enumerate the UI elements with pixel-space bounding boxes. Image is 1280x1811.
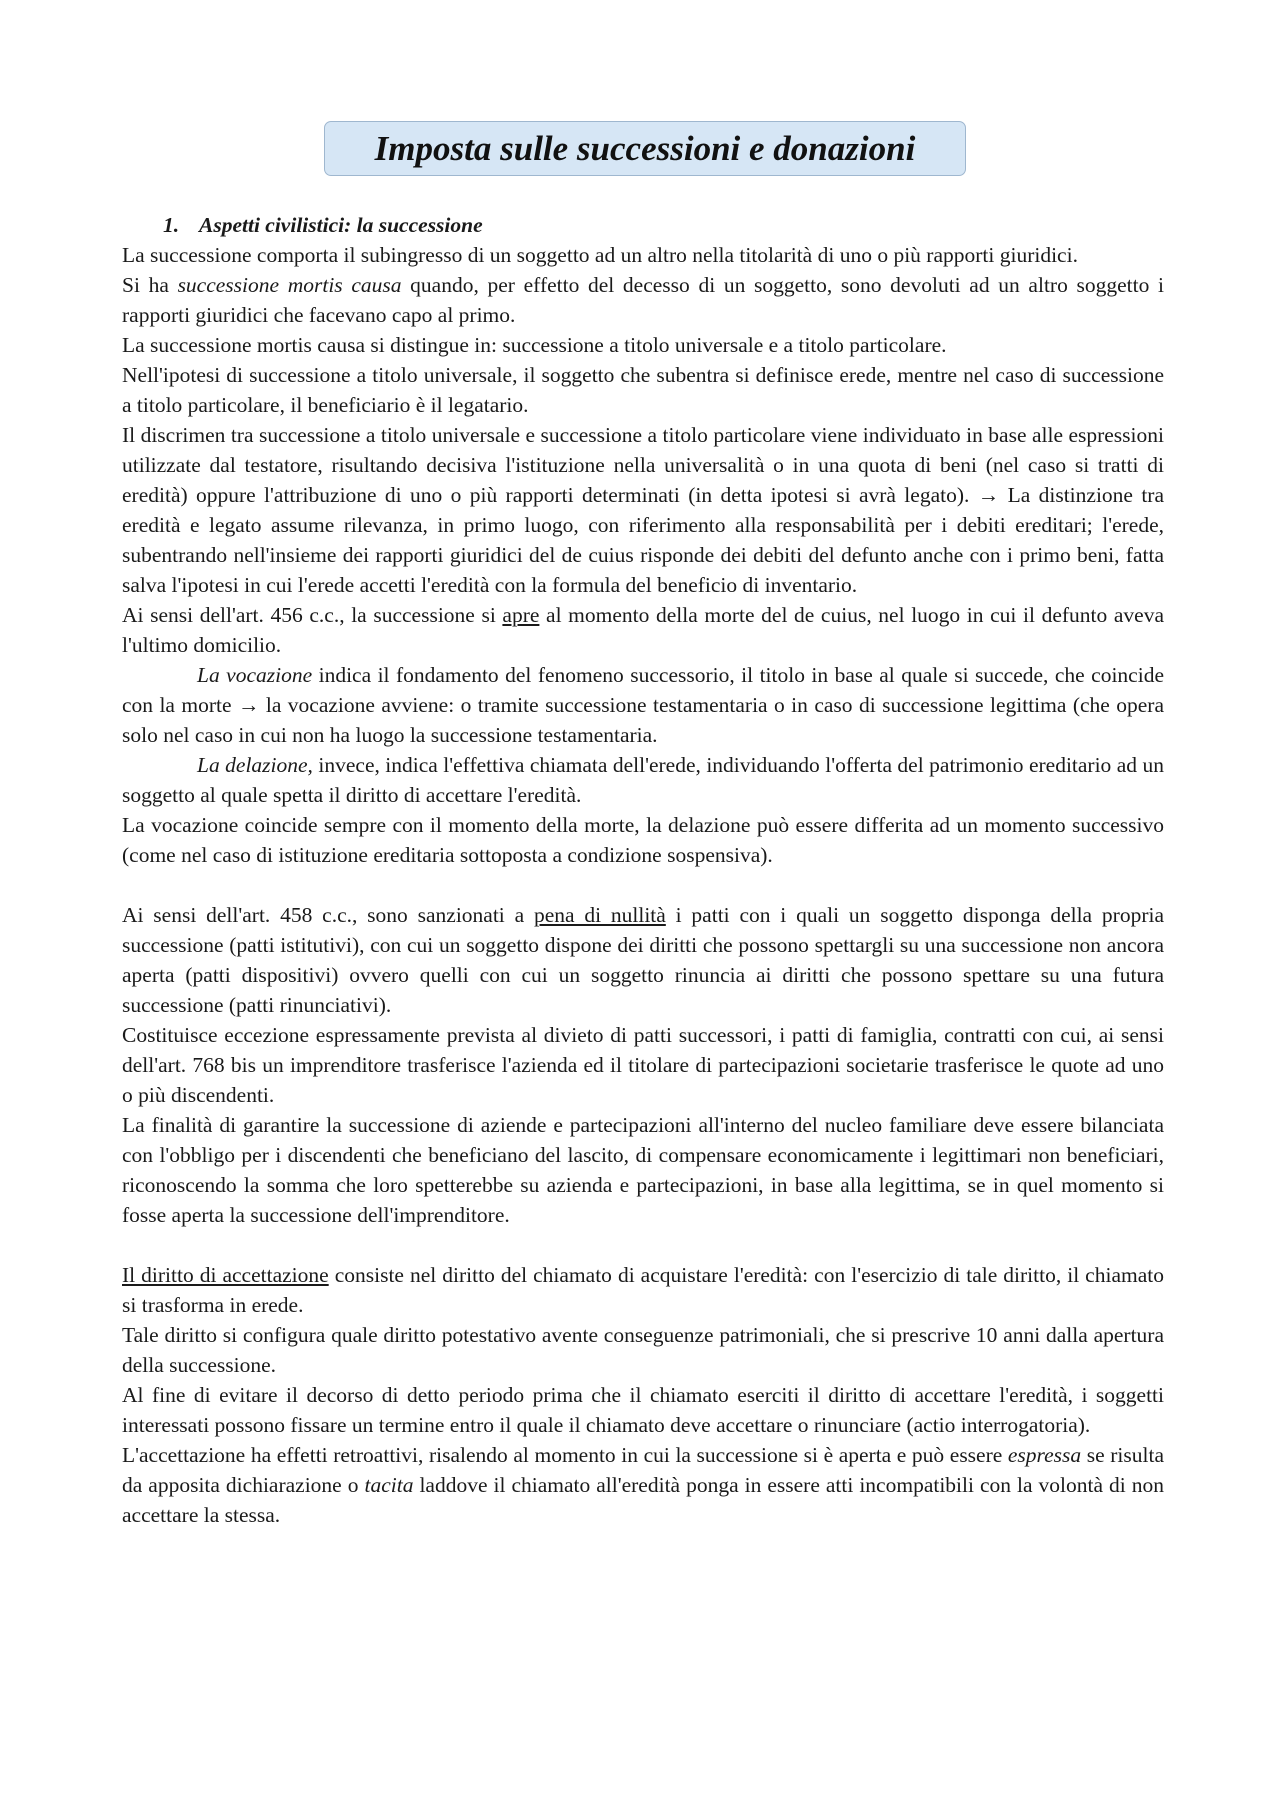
paragraph-text: L'accettazione ha effetti retroattivi, risalendo al momento in cui la successione si è aperta e può essere [122,1443,1008,1467]
paragraph [122,600,1164,660]
paragraph-text: Tale diritto si configura quale diritto potestativo avente conseguenze patrimoniali, che si prescrive 10 anni dalla apertura della successione. [122,1323,1164,1377]
paragraph-text: La vocazione coincide sempre con il momento della morte, la delazione può essere differita ad un momento successivo (come nel caso di istituzione ereditaria sottoposta a condizione sospensiva). [122,813,1164,867]
italic-term: La delazione, [197,753,313,777]
paragraph [122,1440,1164,1530]
underlined-term: pena di nullità [533,903,666,927]
paragraph [122,900,1164,1020]
italic-term: La vocazione [197,663,313,687]
paragraph [122,660,1164,750]
section-number: 1. [163,213,180,237]
underlined-term: Il diritto di accettazione [122,1263,329,1287]
paragraph [122,750,1164,810]
paragraph-text: quando, per effetto del decesso di un soggetto, sono devoluti ad un altro soggetto i rapporti giuridici che facevano capo al primo. [122,273,1164,327]
paragraph [122,1260,1164,1320]
paragraph-text: La finalità di garantire la successione di aziende e partecipazioni all'interno del nucleo familiare deve essere bilanciata con l'obbligo per i discendenti che beneficiano del lascito, di compensare economicamente i legittimari non beneficiari, riconoscendo la somma che loro spetterebbe su azienda e partecipazioni, in base alla legittima, se in quel momento si fosse aperta la successione dell'imprenditore. [122,1113,1164,1227]
italic-term: tacita [364,1473,414,1497]
paragraph-text: laddove il chiamato all'eredità ponga in essere atti incompatibili con la volontà di non accettare la stessa. [122,1473,1164,1527]
paragraph-text: Nell'ipotesi di successione a titolo universale, il soggetto che subentra si definisce erede, mentre nel caso di successione a titolo particolare, il beneficiario è il legatario. [122,363,1164,417]
paragraph-text: Ai sensi dell'art. 456 c.c., la successione si [122,603,503,627]
paragraph [122,420,1164,600]
paragraph-text: se risulta da apposita dichiarazione o [122,1443,1164,1497]
paragraph [122,1380,1164,1440]
document-body [122,210,1164,1530]
paragraph-text: La successione mortis causa si distingue in: successione a titolo universale e a titolo particolare. [122,333,947,357]
paragraph-text: La successione comporta il subingresso di un soggetto ad un altro nella titolarità di uno o più rapporti giuridici. [122,243,1078,267]
paragraph-text: al momento della morte del de cuius, nel luogo in cui il defunto aveva l'ultimo domicilio. [122,603,1164,657]
paragraph-text: invece, indica l'effettiva chiamata dell'erede, individuando l'offerta del patrimonio ereditario ad un soggetto al quale spetta il diritto di accettare l'eredità. [122,753,1165,807]
paragraph-text: Il discrimen tra successione a titolo universale e successione a titolo particolare viene individuato in base alle espressioni utilizzate dal testatore, risultando decisiva l'istituzione nella universalità o in una quota di beni (nel caso si tratti di eredità) oppure l'attribuzione di uno o più rapporti determinati (in detta ipotesi si avrà legato). → La distinzione tra eredità e legato assume rilevanza, in primo luogo, con riferimento alla responsabilità per i debiti ereditari; l'erede, subentrando nell'insieme dei rapporti giuridici del de cuius risponde dei debiti del defunto anche con i primo beni, fatta salva l'ipotesi in cui l'erede accetti l'eredità con la formula del beneficio di inventario. [122,423,1164,597]
section-heading [122,210,1164,240]
paragraph-text: consiste nel diritto del chiamato di acquistare l'eredità: con l'esercizio di tale diritto, il chiamato si trasforma in erede. [122,1263,1164,1317]
paragraph [122,240,1164,270]
paragraph [122,270,1164,330]
paragraph-text: i patti con i quali un soggetto disponga della propria successione (patti istitutivi), con cui un soggetto dispone dei diritti che possono spettargli su una successione non ancora aperta (patti dispositivi) ovvero quelli con cui un soggetto rinuncia ai diritti che possono spettare su una futura successione (patti rinunciativi). [122,903,1164,1017]
paragraph [122,810,1164,870]
page-title: Imposta sulle successioni e donazioni [374,129,916,168]
paragraph [122,1020,1164,1110]
paragraph [122,360,1164,420]
paragraph-text: indica il fondamento del fenomeno successorio, il titolo in base al quale si succede, che coincide con la morte → la vocazione avviene: o tramite successione testamentaria o in caso di successione legittima (che opera solo nel caso in cui non ha luogo la successione testamentaria. [122,663,1164,747]
italic-term: successione mortis causa [177,273,402,297]
underlined-term: apre [502,603,540,627]
paragraph-text: Ai sensi dell'art. 458 c.c., sono sanzionati a [122,903,534,927]
section-title: Aspetti civilistici: la successione [199,213,483,237]
title-box [324,121,966,176]
paragraph-text: Al fine di evitare il decorso di detto periodo prima che il chiamato eserciti il diritto di accettare l'eredità, i soggetti interessati possono fissare un termine entro il quale il chiamato deve accettare o rinunciare (actio interrogatoria). [122,1383,1164,1437]
paragraph [122,1110,1164,1230]
paragraph-text: Si ha [122,273,178,297]
paragraph-text: Costituisce eccezione espressamente prevista al divieto di patti successori, i patti di famiglia, contratti con cui, ai sensi dell'art. 768 bis un imprenditore trasferisce l'azienda ed il titolare di partecipazioni societarie trasferisce le quote ad uno o più discendenti. [122,1023,1164,1107]
italic-term: espressa [1007,1443,1082,1467]
paragraph [122,330,1164,360]
paragraph [122,1320,1164,1380]
